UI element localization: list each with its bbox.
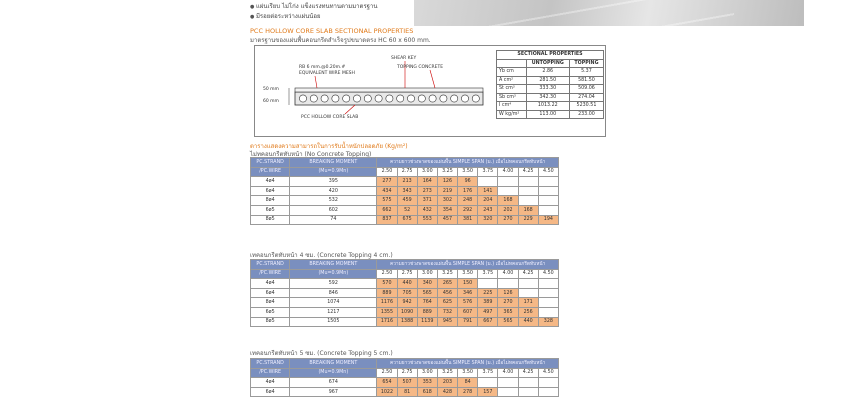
span-length: 3.00 [417, 269, 437, 279]
hollow-core [299, 95, 306, 102]
load-value-cell: 381 [458, 215, 478, 225]
table-2-caption: เทคอนกรีตทับหน้า 4 ซม. (Concrete Topping 4 cm.) [250, 252, 393, 259]
load-value-cell: 457 [437, 215, 457, 225]
load-value-cell: 202 [498, 205, 518, 215]
hollow-core [386, 95, 393, 102]
span-length: 3.75 [478, 269, 498, 279]
props-cell-t: 581.50 [569, 76, 603, 85]
load-value-cell: 168 [498, 196, 518, 206]
table-row [251, 307, 559, 317]
load-value-cell: 764 [417, 298, 437, 308]
load-value-cell: 96 [458, 177, 478, 187]
load-value-cell: 705 [397, 288, 417, 298]
col-moment-header: BREAKING MOMENT [290, 158, 377, 168]
load-value-cell [498, 279, 518, 289]
section-subtitle: มาตรฐานของแผ่นพื้นคอนกรีตสำเร็จรูปขนาดตรง HC 60 x 600 mm. [250, 37, 431, 44]
span-length: 3.50 [458, 167, 478, 177]
load-table-title: ตารางแสดงความสามารถในการรับน้ำหนักปลอดภัย (Kg/m²) [250, 143, 408, 150]
span-length: 4.25 [518, 269, 538, 279]
moment-cell: 420 [290, 186, 377, 196]
span-length: 3.75 [478, 368, 498, 378]
strand-cell: 4ø4 [251, 378, 290, 388]
load-value-cell: 270 [498, 215, 518, 225]
props-cell-label: W kg/m² [497, 110, 527, 119]
load-value-cell: 667 [478, 317, 498, 327]
props-cell-u: 2.86 [526, 68, 569, 77]
col-strand-sub: /PC.WIRE [251, 269, 290, 279]
table-subheader-row [251, 167, 559, 177]
load-value-cell: 942 [397, 298, 417, 308]
load-value-cell: 278 [458, 387, 478, 397]
props-row [497, 110, 604, 119]
load-value-cell: 219 [437, 186, 457, 196]
load-value-cell: 343 [397, 186, 417, 196]
load-value-cell: 52 [397, 205, 417, 215]
load-value-cell: 440 [518, 317, 538, 327]
hollow-core [461, 95, 468, 102]
load-value-cell: 292 [458, 205, 478, 215]
moment-cell: 74 [290, 215, 377, 225]
moment-cell: 1217 [290, 307, 377, 317]
hollow-core [418, 95, 425, 102]
load-value-cell: 328 [538, 317, 558, 327]
load-value-cell: 225 [478, 288, 498, 298]
span-length: 2.50 [377, 368, 397, 378]
span-length: 3.50 [458, 368, 478, 378]
col-strand-sub: /PC.WIRE [251, 368, 290, 378]
strand-cell: 6ø5 [251, 307, 290, 317]
load-value-cell: 1139 [417, 317, 437, 327]
props-row [497, 102, 604, 111]
load-value-cell: 434 [377, 186, 397, 196]
load-value-cell: 168 [518, 205, 538, 215]
col-span-header: ความยาวช่วงพาดของแผ่นพื้น SIMPLE SPAN (ม.) เมื่อไม่ทคอนกรีตทับหน้า [377, 158, 559, 168]
load-value-cell: 270 [498, 298, 518, 308]
load-value-cell: 141 [478, 186, 498, 196]
load-value-cell: 618 [417, 387, 437, 397]
props-cell-label: Yb cm [497, 68, 527, 77]
span-length: 4.50 [538, 368, 558, 378]
props-row [497, 85, 604, 94]
topping-label: TOPPING CONCRETE [397, 65, 444, 70]
load-value-cell [498, 387, 518, 397]
load-value-cell: 365 [498, 307, 518, 317]
load-value-cell: 732 [437, 307, 457, 317]
moment-cell: 395 [290, 177, 377, 187]
span-length: 4.25 [518, 167, 538, 177]
load-value-cell: 625 [437, 298, 457, 308]
load-value-cell: 654 [377, 378, 397, 388]
strand-cell: 8ø4 [251, 196, 290, 206]
col-moment-sub: (Mu=0.9Mn) [290, 269, 377, 279]
props-col-untopping: UNTOPPING [526, 59, 569, 68]
load-value-cell: 1355 [377, 307, 397, 317]
moment-cell: 674 [290, 378, 377, 388]
col-span-header: ความยาวช่วงพาดของแผ่นพื้น SIMPLE SPAN (ม.) เมื่อไม่ทคอนกรีตทับหน้า [377, 260, 559, 270]
hollow-core [451, 95, 458, 102]
load-value-cell: 791 [458, 317, 478, 327]
props-cell-u: 281.50 [526, 76, 569, 85]
props-cell-t: 509.06 [569, 85, 603, 94]
load-value-cell: 497 [478, 307, 498, 317]
load-value-cell: 459 [397, 196, 417, 206]
span-length: 3.00 [417, 368, 437, 378]
hollow-core [364, 95, 371, 102]
props-cell-u: 1013.22 [526, 102, 569, 111]
span-length: 3.25 [437, 167, 457, 177]
table-3-caption: เทคอนกรีตทับหน้า 5 ซม. (Concrete Topping 5 cm.) [250, 350, 393, 357]
load-value-cell: 428 [437, 387, 457, 397]
table-subheader-row [251, 269, 559, 279]
load-value-cell: 203 [437, 378, 457, 388]
load-value-cell: 553 [417, 215, 437, 225]
load-value-cell [478, 279, 498, 289]
span-length: 2.50 [377, 269, 397, 279]
load-value-cell: 440 [397, 279, 417, 289]
load-value-cell: 150 [458, 279, 478, 289]
props-cell-t: 233.00 [569, 110, 603, 119]
table-row [251, 279, 559, 289]
load-value-cell: 126 [498, 288, 518, 298]
hollow-cores [299, 95, 479, 102]
props-cell-u: 342.30 [526, 93, 569, 102]
load-value-cell: 570 [377, 279, 397, 289]
load-value-cell [478, 177, 498, 187]
load-value-cell: 171 [518, 298, 538, 308]
table-row [251, 298, 559, 308]
dim-top-label: 50 mm [263, 87, 279, 92]
load-value-cell: 265 [437, 279, 457, 289]
span-length: 4.00 [498, 368, 518, 378]
shear-key-label: SHEAR KEY [391, 56, 417, 61]
load-value-cell [538, 196, 558, 206]
col-span-header: ความยาวช่วงพาดของแผ่นพื้น SIMPLE SPAN (ม.) เมื่อไม่ทคอนกรีตทับหน้า [377, 359, 559, 369]
table-row [251, 196, 559, 206]
moment-cell: 1505 [290, 317, 377, 327]
strand-cell: 6ø4 [251, 288, 290, 298]
props-row [497, 93, 604, 102]
props-cell-label: A cm² [497, 76, 527, 85]
load-value-cell: 229 [518, 215, 538, 225]
load-value-cell: 607 [458, 307, 478, 317]
hollow-core [429, 95, 436, 102]
bullet-1: ● แผ่นเรียบ ไม่โก่ง แข็งแรงทนทานตามมาตรฐาน [250, 2, 377, 12]
props-cell-label: I cm⁴ [497, 102, 527, 111]
load-table-3 [250, 358, 559, 397]
load-value-cell [518, 279, 538, 289]
load-value-cell: 340 [417, 279, 437, 289]
load-value-cell: 126 [437, 177, 457, 187]
strand-cell: 4ø4 [251, 177, 290, 187]
load-value-cell [538, 378, 558, 388]
load-value-cell: 256 [518, 307, 538, 317]
load-value-cell [498, 177, 518, 187]
dim-slab-label: 60 mm [263, 99, 279, 104]
load-value-cell [518, 186, 538, 196]
load-value-cell: 176 [458, 186, 478, 196]
props-row [497, 68, 604, 77]
hollow-core [407, 95, 414, 102]
table-header-row [251, 359, 559, 369]
hollow-core [343, 95, 350, 102]
table-header-row [251, 260, 559, 270]
hollow-core [332, 95, 339, 102]
load-value-cell: 164 [417, 177, 437, 187]
feature-bullets [250, 2, 377, 22]
load-value-cell: 157 [478, 387, 498, 397]
moment-cell: 967 [290, 387, 377, 397]
load-value-cell [538, 177, 558, 187]
load-value-cell [538, 298, 558, 308]
load-value-cell: 320 [478, 215, 498, 225]
moment-cell: 592 [290, 279, 377, 289]
slab-label: PCC HOLLOW CORE SLAB [301, 115, 359, 120]
load-table-2 [250, 259, 559, 327]
strand-cell: 4ø4 [251, 279, 290, 289]
load-value-cell [518, 177, 538, 187]
table-row [251, 205, 559, 215]
hollow-core [353, 95, 360, 102]
load-value-cell [538, 387, 558, 397]
load-value-cell: 273 [417, 186, 437, 196]
table-subheader-row [251, 368, 559, 378]
span-length: 2.75 [397, 269, 417, 279]
strand-cell: 8ø5 [251, 317, 290, 327]
load-value-cell [538, 307, 558, 317]
col-moment-sub: (Mu=0.9Mn) [290, 368, 377, 378]
load-value-cell: 1716 [377, 317, 397, 327]
load-value-cell: 945 [437, 317, 457, 327]
load-value-cell: 354 [437, 205, 457, 215]
hollow-core [440, 95, 447, 102]
col-strand-header: PC.STRAND [251, 158, 290, 168]
props-cell-t: 274.04 [569, 93, 603, 102]
load-value-cell: 1090 [397, 307, 417, 317]
props-title: SECTIONAL PROPERTIES [497, 51, 604, 60]
span-length: 4.00 [498, 167, 518, 177]
props-cell-u: 333.30 [526, 85, 569, 94]
load-value-cell [498, 186, 518, 196]
load-value-cell [538, 186, 558, 196]
span-length: 2.50 [377, 167, 397, 177]
load-value-cell: 565 [498, 317, 518, 327]
moment-cell: 532 [290, 196, 377, 206]
load-value-cell: 565 [417, 288, 437, 298]
load-value-cell: 1176 [377, 298, 397, 308]
strand-cell: 6ø5 [251, 205, 290, 215]
load-value-cell: 576 [458, 298, 478, 308]
load-value-cell: 213 [397, 177, 417, 187]
load-value-cell [498, 378, 518, 388]
load-value-cell [478, 378, 498, 388]
load-value-cell [518, 196, 538, 206]
span-length: 4.50 [538, 269, 558, 279]
col-strand-sub: /PC.WIRE [251, 167, 290, 177]
load-value-cell: 889 [417, 307, 437, 317]
load-value-cell: 837 [377, 215, 397, 225]
load-value-cell: 277 [377, 177, 397, 187]
table-row [251, 177, 559, 187]
load-value-cell: 1388 [397, 317, 417, 327]
load-value-cell: 1022 [377, 387, 397, 397]
load-value-cell: 432 [417, 205, 437, 215]
span-length: 4.00 [498, 269, 518, 279]
table-row [251, 317, 559, 327]
header-photo [414, 0, 804, 26]
strand-cell: 6ø4 [251, 387, 290, 397]
table-1-caption: ไม่ทคอนกรีตทับหน้า (No Concrete Topping) [250, 151, 372, 158]
load-value-cell: 456 [437, 288, 457, 298]
load-value-cell [538, 205, 558, 215]
span-length: 4.50 [538, 167, 558, 177]
load-value-cell [518, 288, 538, 298]
load-value-cell [538, 288, 558, 298]
table-row [251, 288, 559, 298]
load-table-1 [250, 157, 559, 225]
load-value-cell [538, 279, 558, 289]
strand-cell: 6ø4 [251, 186, 290, 196]
props-cell-t: 5.37 [569, 68, 603, 77]
col-strand-header: PC.STRAND [251, 359, 290, 369]
load-value-cell: 371 [417, 196, 437, 206]
load-value-cell: 662 [377, 205, 397, 215]
hollow-core [397, 95, 404, 102]
table-row [251, 186, 559, 196]
moment-cell: 1074 [290, 298, 377, 308]
span-length: 2.75 [397, 167, 417, 177]
col-moment-header: BREAKING MOMENT [290, 359, 377, 369]
topping-layer [295, 88, 483, 92]
load-value-cell: 204 [478, 196, 498, 206]
load-value-cell: 353 [417, 378, 437, 388]
table-row [251, 387, 559, 397]
props-cell-t: 5230.51 [569, 102, 603, 111]
moment-cell: 846 [290, 288, 377, 298]
wire-size-label: RB 6 mm.@0.20m.# [299, 65, 346, 70]
load-value-cell: 346 [458, 288, 478, 298]
load-value-cell: 243 [478, 205, 498, 215]
hollow-core [321, 95, 328, 102]
col-strand-header: PC.STRAND [251, 260, 290, 270]
props-cell-label: St cm³ [497, 85, 527, 94]
props-row [497, 76, 604, 85]
section-title: PCC HOLLOW CORE SLAB SECTIONAL PROPERTIES [250, 27, 414, 35]
span-length: 4.25 [518, 368, 538, 378]
moment-cell: 602 [290, 205, 377, 215]
col-moment-header: BREAKING MOMENT [290, 260, 377, 270]
load-value-cell [518, 378, 538, 388]
load-value-cell: 81 [397, 387, 417, 397]
hollow-core [472, 95, 479, 102]
load-value-cell: 575 [377, 196, 397, 206]
load-value-cell: 389 [478, 298, 498, 308]
sectional-properties-table [496, 50, 604, 119]
props-col-topping: TOPPING [569, 59, 603, 68]
load-value-cell: 248 [458, 196, 478, 206]
col-moment-sub: (Mu=0.9Mn) [290, 167, 377, 177]
span-length: 3.75 [478, 167, 498, 177]
span-length: 3.25 [437, 269, 457, 279]
table-header-row [251, 158, 559, 168]
load-value-cell: 889 [377, 288, 397, 298]
wire-mesh-label: EQUIVALENT WIRE MESH [299, 71, 355, 76]
bullet-2: ● มีรอยต่อระหว่างแผ่นน้อย [250, 12, 377, 22]
table-row [251, 378, 559, 388]
props-cell-u: 113.00 [526, 110, 569, 119]
hollow-core [375, 95, 382, 102]
span-length: 3.50 [458, 269, 478, 279]
load-value-cell [518, 387, 538, 397]
load-value-cell: 675 [397, 215, 417, 225]
load-value-cell: 194 [538, 215, 558, 225]
span-length: 3.00 [417, 167, 437, 177]
span-length: 2.75 [397, 368, 417, 378]
strand-cell: 8ø5 [251, 215, 290, 225]
table-row [251, 215, 559, 225]
load-value-cell: 84 [458, 378, 478, 388]
strand-cell: 8ø4 [251, 298, 290, 308]
props-cell-label: Sb cm³ [497, 93, 527, 102]
hollow-core [310, 95, 317, 102]
load-value-cell: 302 [437, 196, 457, 206]
span-length: 3.25 [437, 368, 457, 378]
load-value-cell: 507 [397, 378, 417, 388]
